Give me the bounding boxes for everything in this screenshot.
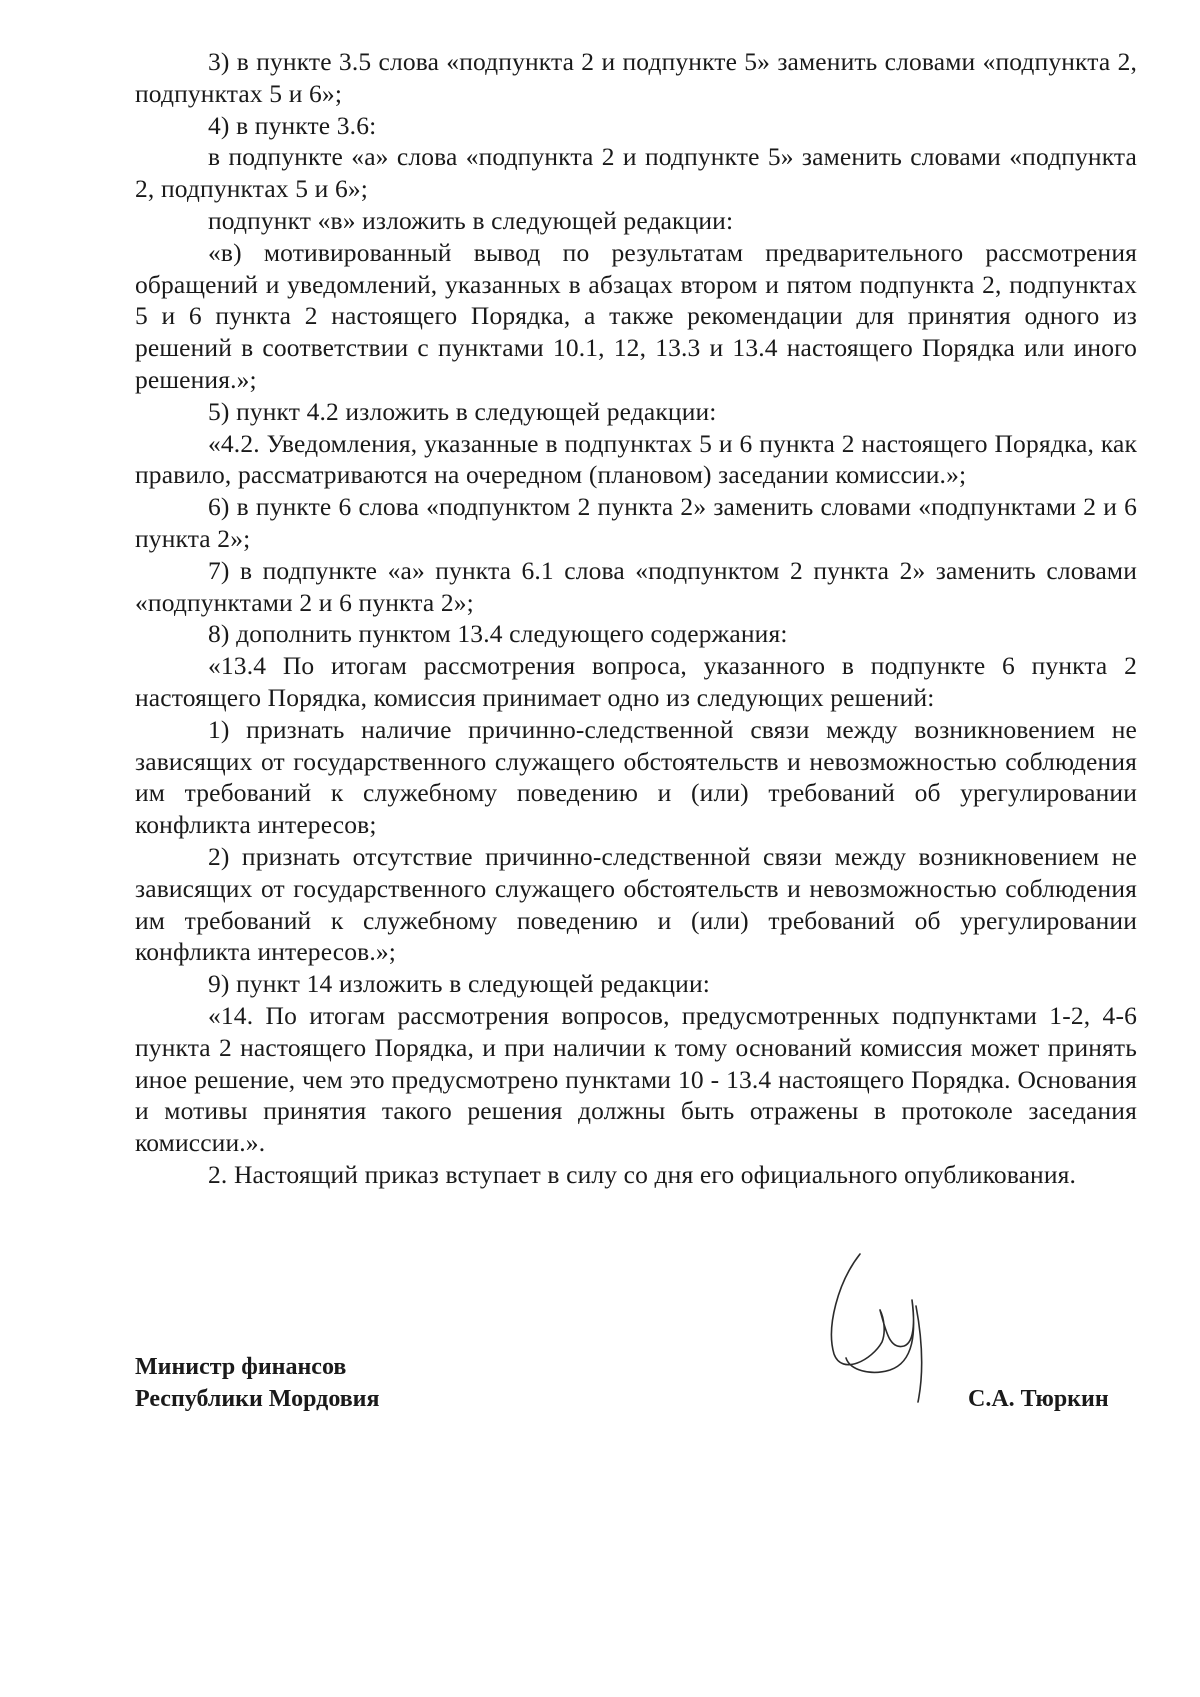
amendment-5-text: «4.2. Уведомления, указанные в подпунктах 5 и 6 пункта 2 настоящего Порядка, как правило, рассматриваются на очередном (плановом) заседании комиссии.»; bbox=[135, 428, 1137, 490]
amendment-9-heading: 9) пункт 14 изложить в следующей редакции: bbox=[208, 969, 711, 999]
signatory-title-line-2: Республики Мордовия bbox=[135, 1386, 380, 1412]
handwritten-signature bbox=[820, 1242, 970, 1412]
signatory-name: С.А. Тюркин bbox=[968, 1386, 1109, 1412]
amendment-7-paragraph: 7) в подпункте «а» пункта 6.1 слова «подпунктом 2 пункта 2» заменить словами «подпунктами 2 и 6 пункта 2»; bbox=[135, 555, 1137, 617]
amendment-5-heading: 5) пункт 4.2 изложить в следующей редакции: bbox=[208, 396, 717, 426]
amendment-4v-text: «в) мотивированный вывод по результатам предварительного рассмотрения обращений и уведомлений, указанных в абзацах втором и пятом подпункта 2, подпунктах 5 и 6 пункта 2 настоящего Порядка, а также рекомендации для принятия одного из решений в соответствии с пунктами 10.1, 12, 13.3 и 13.4 настоящего Порядка или иного решения.»; bbox=[135, 237, 1137, 394]
amendment-8-heading: 8) дополнить пунктом 13.4 следующего содержания: bbox=[208, 619, 788, 649]
amendment-4v-intro: подпункт «в» изложить в следующей редакции: bbox=[208, 205, 734, 235]
signatory-title-line-1: Министр финансов bbox=[135, 1354, 347, 1380]
clause-14-text: «14. По итогам рассмотрения вопросов, предусмотренных подпунктами 1-2, 4-6 пункта 2 настоящего Порядка, и при наличии к тому оснований комиссия может принять иное решение, чем это предусмотрено пунктами 10 - 13.4 настоящего Порядка. Основания и мотивы принятия такого решения должны быть отражены в протоколе заседания комиссии.». bbox=[135, 1000, 1137, 1158]
document-body bbox=[135, 46, 1137, 1191]
amendment-6-paragraph: 6) в пункте 6 слова «подпунктом 2 пункта 2» заменить словами «подпунктами 2 и 6 пункта 2»; bbox=[135, 492, 1137, 553]
clause-13-4-option-2: 2) признать отсутствие причинно-следственной связи между возникновением не зависящих от государственного служащего обстоятельств и невозможностью соблюдения им требований к служебному поведению и (или) требований об урегулировании конфликта интересов.»; bbox=[135, 841, 1137, 967]
effective-date-paragraph: 2. Настоящий приказ вступает в силу со дня его официального опубликования. bbox=[208, 1159, 1077, 1189]
amendment-3-paragraph: 3) в пункте 3.5 слова «подпункта 2 и подпункте 5» заменить словами «подпункта 2, подпунктах 5 и 6»; bbox=[135, 47, 1137, 108]
amendment-4-heading: 4) в пункте 3.6: bbox=[208, 110, 377, 140]
amendment-4a-paragraph: в подпункте «а» слова «подпункта 2 и подпункте 5» заменить словами «подпункта 2, подпунктах 5 и 6»; bbox=[135, 142, 1137, 204]
clause-13-4-option-1: 1) признать наличие причинно-следственной связи между возникновением не зависящих от государственного служащего обстоятельств и невозможностью соблюдения им требований к служебному поведению и (или) требований об урегулировании конфликта интересов; bbox=[135, 714, 1137, 840]
clause-13-4-intro: «13.4 По итогам рассмотрения вопроса, указанного в подпункте 6 пункта 2 настоящего Порядка, комиссия принимает одно из следующих решений: bbox=[135, 651, 1137, 712]
signatory-title bbox=[135, 1351, 380, 1415]
